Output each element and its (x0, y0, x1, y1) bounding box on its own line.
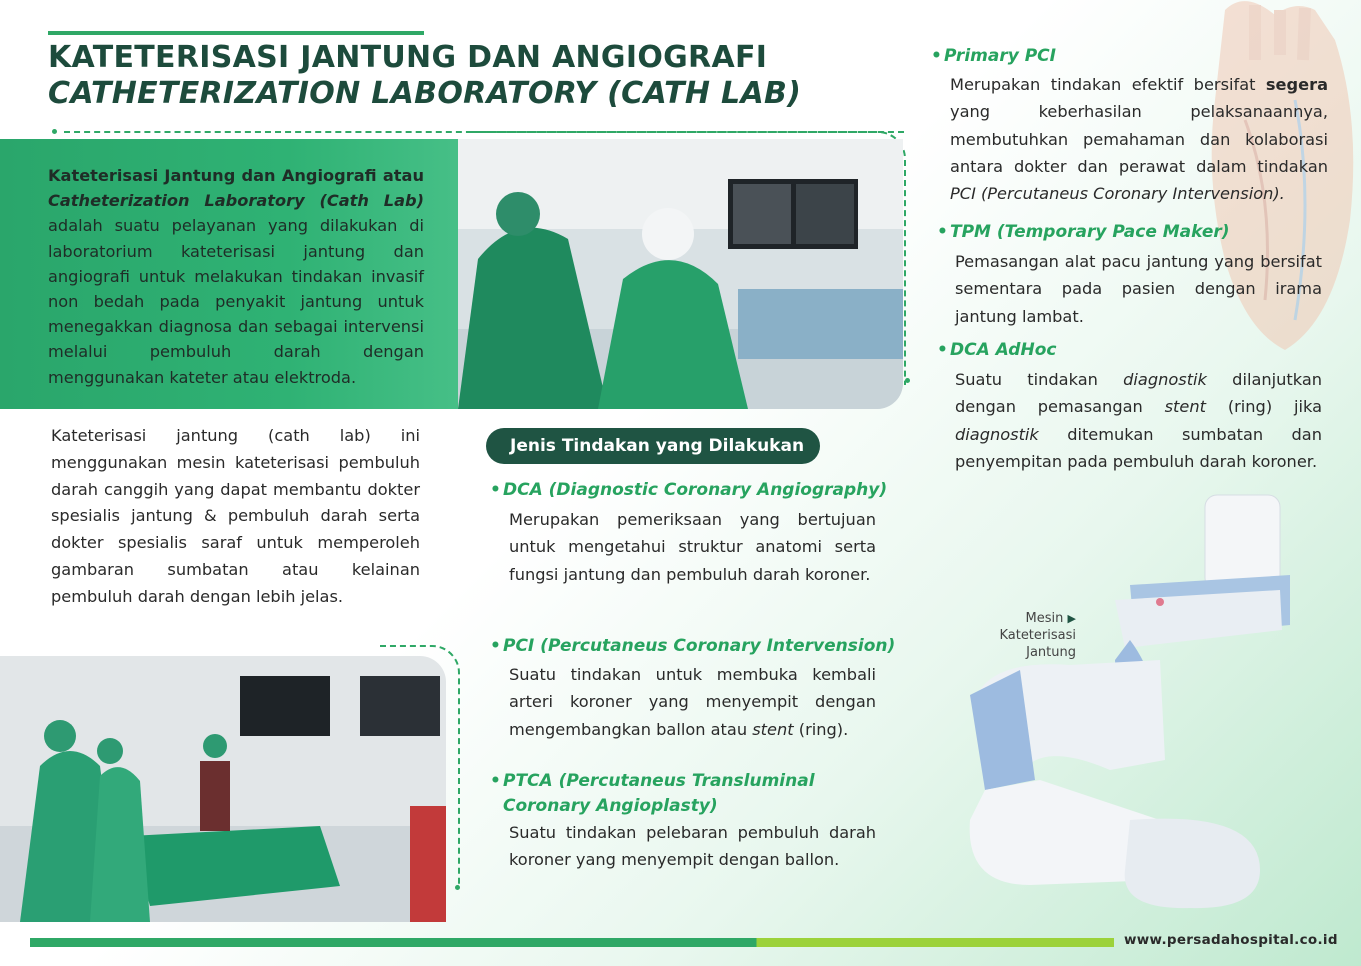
procedure-title-dca-adhoc: • DCA AdHoc (937, 340, 1057, 360)
bullet-icon: • (490, 636, 501, 656)
cath-machine-illustration (960, 490, 1310, 920)
procedure-desc-primary-pci: Merupakan tindakan efektif bersifat segera yang keberhasilan pelaksanaannya, membutuhkan pemahaman dan kolaborasi antara dokter dan perawat dalam tindakan PCI (Percutaneus Coronary Intervension). (950, 75, 1328, 204)
procedure-title-ptca: • PTCA (Percutaneus Transluminal Coronary Angioplasty) (490, 771, 815, 816)
machine-caption: Mesin ▶ Kateterisasi Jantung (999, 611, 1076, 660)
page-subtitle: CATHETERIZATION LABORATORY (CATH LAB) (48, 76, 802, 111)
bullet-icon: • (937, 222, 948, 242)
description-paragraph: Kateterisasi jantung (cath lab) ini menggunakan mesin kateterisasi pembuluh darah canggih yang dapat membantu dokter spesialis jantung & pembuluh darah serta dokter spesialis saraf untuk memperoleh gambaran sumbatan atau kelainan pembuluh darah dengan lebih jelas. (51, 426, 420, 606)
divider-dot (52, 129, 57, 134)
section-heading: Jenis Tindakan yang Dilakukan (486, 428, 820, 464)
intro-text: Kateterisasi Jantung dan Angiografi atau Catheterization Laboratory (Cath Lab) adalah suatu pelayanan yang dilakukan di laboratorium kateterisasi jantung dan angiografi untuk melakukan tindakan invasif non bedah pada penyakit jantung untuk menegakkan diagnosa dan sebagai intervensi melalui pembuluh darah dengan menggunakan kateter atau elektroda. (48, 166, 424, 387)
frame-dot (455, 885, 460, 890)
footer-bar (30, 938, 1114, 947)
procedure-desc-ptca: Suatu tindakan pelebaran pembuluh darah koroner yang menyempit dengan ballon. (509, 823, 876, 870)
page-title: KATETERISASI JANTUNG DAN ANGIOGRAFI (48, 40, 768, 75)
cath-lab-photo (458, 139, 903, 409)
procedure-title-primary-pci: • Primary PCI (931, 46, 1056, 66)
bullet-icon: • (937, 340, 948, 360)
procedure-title-dca: • DCA (Diagnostic Coronary Angiography) (490, 480, 888, 500)
procedure-photo (0, 656, 446, 922)
procedure-desc-tpm: Pemasangan alat pacu jantung yang bersifat sementara pada pasien dengan irama jantung lambat. (955, 252, 1322, 326)
procedure-title-tpm: • TPM (Temporary Pace Maker) (937, 222, 1230, 242)
arrow-right-icon: ▶ (1067, 612, 1076, 625)
bullet-icon: • (931, 46, 942, 66)
frame-dot (905, 378, 910, 383)
procedure-desc-dca: Merupakan pemeriksaan yang bertujuan untuk mengetahui struktur anatomi serta fungsi jantung dan pembuluh darah koroner. (509, 510, 876, 584)
procedure-desc-dca-adhoc: Suatu tindakan diagnostik dilanjutkan dengan pemasangan stent (ring) jika diagnostik ditemukan sumbatan dan penyempitan pada pembuluh darah koroner. (955, 370, 1322, 471)
bullet-icon: • (490, 771, 501, 791)
procedure-desc-pci: Suatu tindakan untuk membuka kembali arteri koroner yang menyempit dengan mengembangkan ballon atau stent (ring). (509, 665, 876, 739)
title-accent-bar (48, 31, 424, 35)
procedure-title-pci: • PCI (Percutaneus Coronary Intervension) (490, 636, 896, 656)
bullet-icon: • (490, 480, 501, 500)
website-link[interactable]: www.persadahospital.co.id (1124, 932, 1338, 948)
